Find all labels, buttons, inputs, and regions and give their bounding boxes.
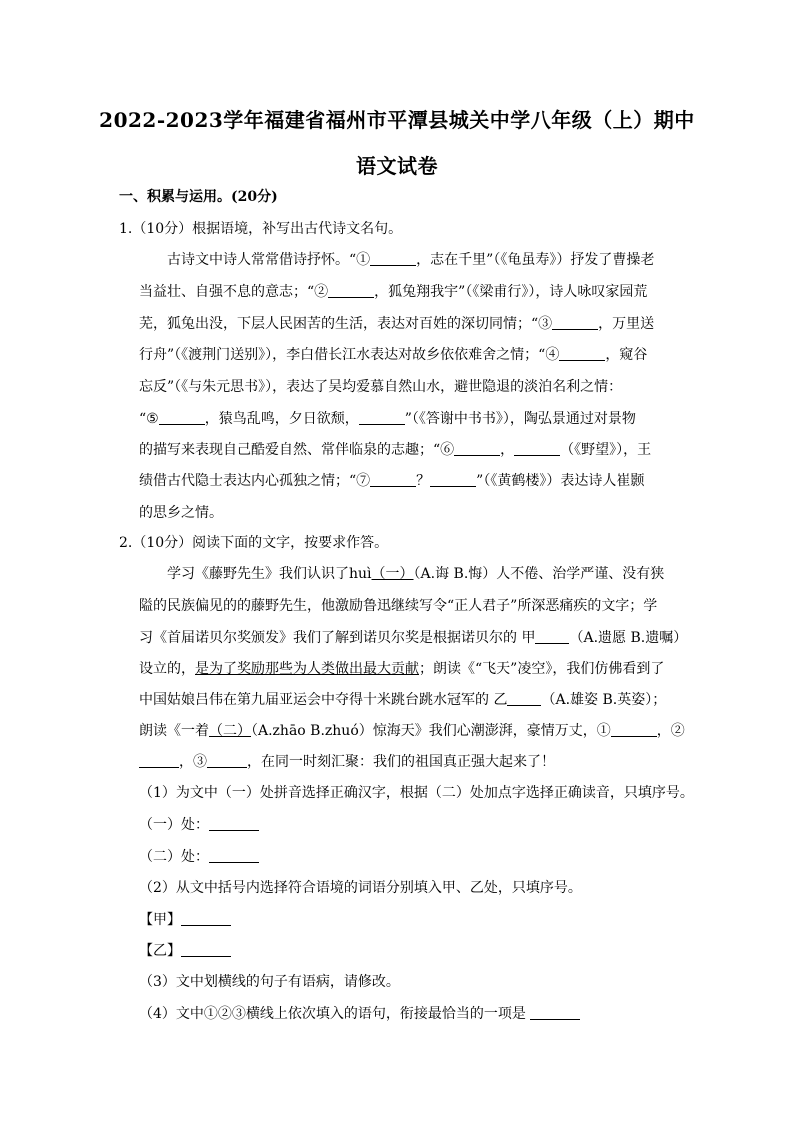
answer-blank[interactable]: [611, 722, 657, 737]
answer-blank[interactable]: [159, 410, 205, 425]
q1-line-3: 芜，狐兔出没，下层人民困苦的生活，表达对百姓的深切同情；“③ ，万里送: [139, 316, 655, 332]
answer-jia: 【甲】: [139, 909, 231, 929]
sub-question-3: （3）文中划横线的句子有语病，请修改。: [139, 974, 400, 990]
q2-para-line-3: 习《首届诺贝尔奖颁发》我们了解到诺贝尔奖是根据诺贝尔的 甲 （A.遗愿 B.遗嘱）: [139, 630, 688, 646]
answer-yi: 【乙】: [139, 940, 231, 960]
answer-blank[interactable]: [559, 346, 605, 361]
answer-blank[interactable]: [207, 753, 247, 768]
q2-para-line-4: 设立的，是为了奖励那些为人类做出最大贡献；朗读《“飞天”凌空》，我们仿佛看到了: [139, 661, 665, 677]
answer-blank[interactable]: [552, 315, 598, 330]
q2-para-line-6: 朗读《一着（二）（A.zhāo B.zhuó）惊海天》我们心潮澎湃，豪情万丈，① ，②: [139, 723, 685, 739]
q2-para-line-2: 隘的民族偏见的的藤野先生，他激励鲁迅继续写令“正人君子”所深恶痛疾的文字；学: [139, 598, 658, 614]
q1-line-8: 绩借古代隐士表达内心孤独之情；“⑦ ？ ”（《黄鹤楼》）表达诗人崔颢: [139, 473, 645, 489]
sub-question-2: （2）从文中括号内选择符合语境的词语分别填入甲、乙处，只填序号。: [139, 880, 582, 896]
answer-blank[interactable]: [209, 816, 259, 831]
answer-line-1: （一）处：: [139, 814, 259, 834]
q1-line-7: 的描写来表现自己酷爱自然、常伴临泉的志趣；“⑥ ， （《野望》），王: [139, 442, 652, 458]
q1-line-1: 古诗文中诗人常常借诗抒怀。“① ，志在千里”（《龟虽寿》）抒发了曹操老: [167, 252, 655, 268]
question-1-stem: 1.（10分）根据语境，补写出古代诗文名句。: [119, 221, 403, 237]
answer-blank[interactable]: [209, 848, 259, 863]
sub-question-4: （4）文中①②③横线上依次填入的语句，衔接最恰当的一项是: [139, 1003, 580, 1023]
q1-line-2: 当益壮、自强不息的意志；“② ，狐兔翔我宇”（《梁甫行》），诗人咏叹家园荒: [139, 284, 648, 300]
answer-line-2: （二）处：: [139, 846, 259, 866]
answer-blank[interactable]: [370, 251, 416, 266]
answer-blank[interactable]: [181, 942, 231, 957]
q1-line-4: 行舟”（《渡荆门送别》），李白借长江水表达对故乡依依难舍之情；“④ ，窥谷: [139, 347, 648, 363]
answer-blank[interactable]: [514, 441, 560, 456]
q1-line-6: “⑤ ，猿鸟乱鸣，夕日欲颓， ”（《答谢中书书》），陶弘景通过对景物: [139, 411, 636, 427]
answer-blank[interactable]: [507, 691, 541, 706]
answer-blank[interactable]: [328, 283, 374, 298]
answer-blank[interactable]: [139, 753, 179, 768]
answer-blank[interactable]: [370, 472, 416, 487]
q2-para-line-5: 中国姑娘吕伟在第九届亚运会中夺得十米跳台跳水冠军的 乙 （A.雄姿 B.英姿）；: [139, 692, 667, 708]
section-heading: 一、积累与运用。(20分): [119, 189, 278, 205]
exam-title-line2: 语文试卷: [356, 154, 438, 178]
answer-blank[interactable]: [359, 410, 405, 425]
exam-title-line1: 2022-2023学年福建省福州市平潭县城关中学八年级（上）期中: [99, 108, 695, 132]
q2-para-line-7: ，③ ，在同一时刻汇聚：我们的祖国真正强大起来了！: [139, 751, 555, 771]
sub-question-1: （1）为文中（一）处拼音选择正确汉字，根据（二）处加点字选择正确读音，只填序号。: [139, 785, 694, 801]
q1-line-5: 忘反”（《与朱元思书》），表达了吴均爱慕自然山水，避世隐退的淡泊名利之情：: [139, 379, 623, 395]
underlined-sentence: 是为了奖励那些为人类做出最大贡献: [195, 661, 419, 677]
answer-blank[interactable]: [454, 441, 500, 456]
answer-blank[interactable]: [181, 911, 231, 926]
answer-blank[interactable]: [530, 1005, 580, 1020]
question-2-stem: 2.（10分）阅读下面的文字，按要求作答。: [119, 535, 389, 551]
answer-blank[interactable]: [430, 472, 476, 487]
answer-blank[interactable]: [535, 629, 569, 644]
q2-para-line-1: 学习《藤野先生》我们认识了huì（一）（A.诲 B.悔）人不倦、治学严谨、没有狭: [167, 566, 665, 582]
q1-line-9: 的思乡之情。: [139, 505, 223, 521]
